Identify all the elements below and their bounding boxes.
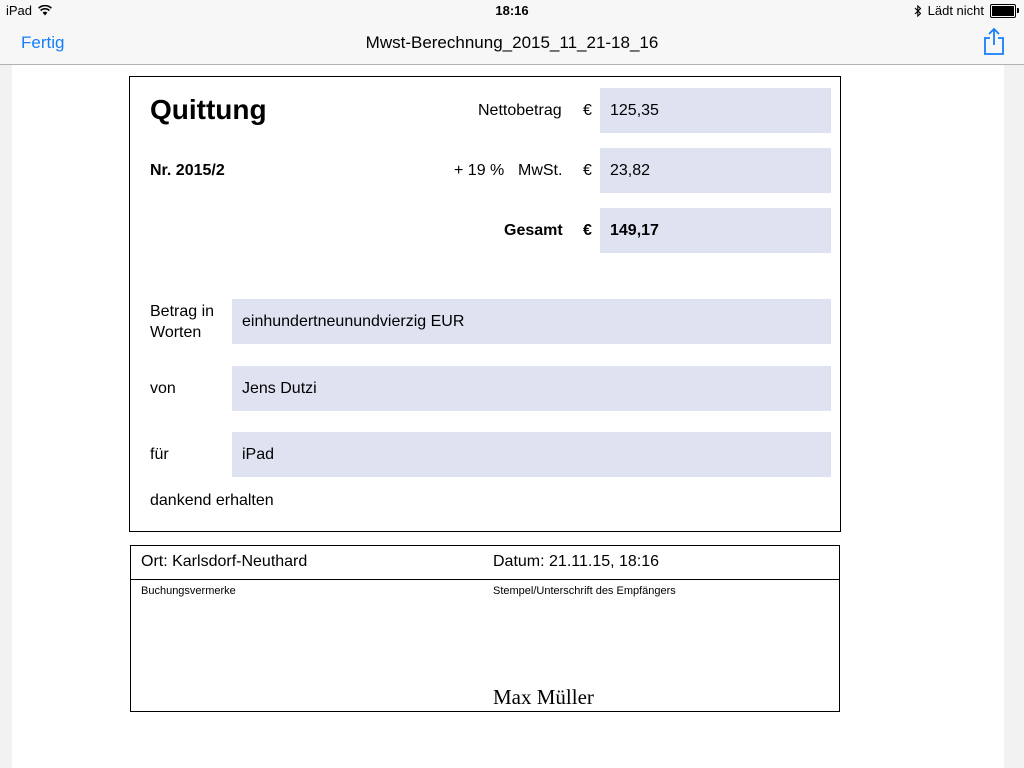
receipt-box xyxy=(129,76,841,532)
place-text: Ort: Karlsdorf-Neuthard xyxy=(141,553,308,570)
amount-in-words-label-line2: Worten xyxy=(150,324,202,341)
receipt-title: Quittung xyxy=(150,94,267,125)
from-label: von xyxy=(150,380,176,397)
total-amount-value: 149,17 xyxy=(610,221,659,239)
document-title: Mwst-Berechnung_2015_11_21-18_16 xyxy=(365,33,659,52)
footer-box xyxy=(130,545,840,712)
wifi-icon xyxy=(38,5,52,16)
received-text: dankend erhalten xyxy=(150,492,274,509)
vat-label: MwSt. xyxy=(518,162,563,179)
net-amount-label: Nettobetrag xyxy=(478,102,562,119)
battery-icon xyxy=(990,4,1016,18)
signature: Max Müller xyxy=(493,685,594,709)
vat-rate: + 19 % xyxy=(454,162,505,179)
stamp-signature-label: Stempel/Unterschrift des Empfängers xyxy=(493,585,676,597)
receipt-number: Nr. 2015/2 xyxy=(150,162,225,179)
battery-level xyxy=(992,6,1014,16)
status-right xyxy=(914,3,1016,18)
from-field[interactable] xyxy=(232,366,831,411)
booking-notes-label: Buchungsvermerke xyxy=(141,585,236,597)
amount-in-words-value: einhundertneunundvierzig EUR xyxy=(242,312,465,330)
amount-in-words-label-line1: Betrag in xyxy=(150,303,215,320)
charging-status: Lädt nicht xyxy=(927,3,984,18)
amount-in-words-label xyxy=(150,301,214,343)
total-label: Gesamt xyxy=(504,222,563,239)
date-text: Datum: 21.11.15, 18:16 xyxy=(493,553,660,570)
bluetooth-icon xyxy=(914,5,922,17)
for-value: iPad xyxy=(242,445,275,463)
share-icon[interactable] xyxy=(982,27,1006,55)
from-value: Jens Dutzi xyxy=(242,379,317,397)
currency-symbol: € xyxy=(583,102,592,119)
vat-amount-field[interactable] xyxy=(600,148,831,193)
vat-amount-value: 23,82 xyxy=(610,161,651,179)
currency-symbol: € xyxy=(583,162,592,179)
net-amount-value: 125,35 xyxy=(610,101,659,119)
navigation-bar xyxy=(0,20,1024,65)
currency-symbol: € xyxy=(583,222,592,239)
amount-in-words-field[interactable] xyxy=(232,299,831,344)
device-name: iPad xyxy=(6,3,33,18)
clock: 18:16 xyxy=(495,3,529,18)
for-field[interactable] xyxy=(232,432,831,477)
status-bar xyxy=(0,0,1024,20)
total-amount-field[interactable] xyxy=(600,208,831,253)
for-label: für xyxy=(150,446,169,463)
status-left xyxy=(6,3,52,18)
done-button[interactable]: Fertig xyxy=(21,33,65,52)
net-amount-field[interactable] xyxy=(600,88,831,133)
place-date-row xyxy=(131,546,839,580)
